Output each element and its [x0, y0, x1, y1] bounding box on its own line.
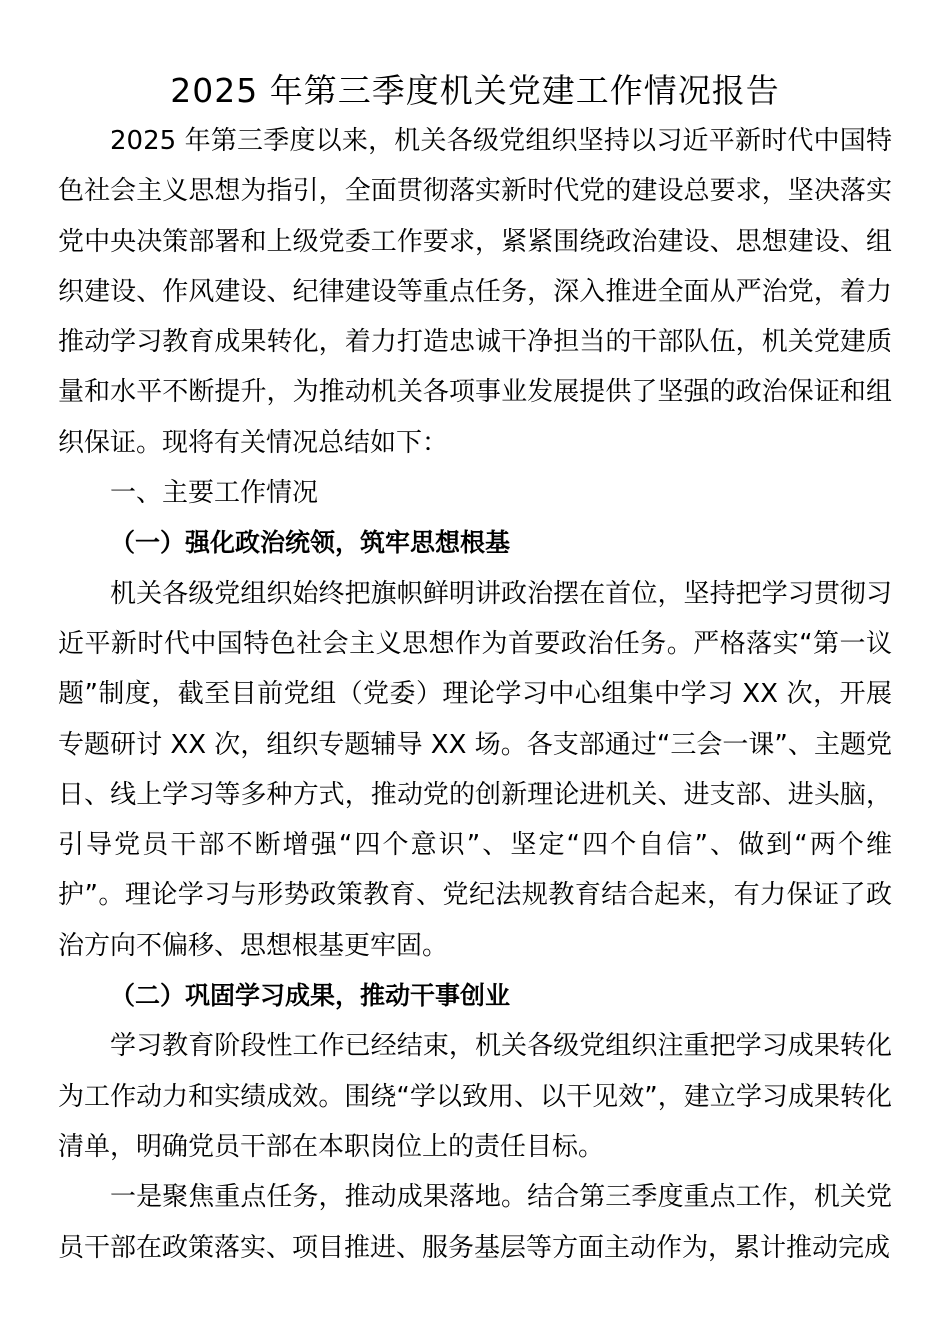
section-heading-main-work: 一、主要工作情况 — [110, 478, 319, 509]
subsection-heading-learning: （二）巩固学习成果，推动干事创业 — [110, 981, 511, 1011]
subsection-paragraph-learning: 学习教育阶段性工作已经结束，机关各级党组织注重把学习成果转化为工作动力和实绩成效。围绕“学以致用、以干见效”，建立学习成果转化清单，明确党员干部在本职岗位上的责任目标。 — [58, 1031, 892, 1162]
intro-paragraph: 2025 年第三季度以来，机关各级党组织坚持以习近平新时代中国特色社会主义思想为指引，全面贯彻落实新时代党的建设总要求，坚决落实党中央决策部署和上级党委工作要求，紧紧围绕政治建设、思想建设、组织建设、作风建设、纪律建设等重点任务，深入推进全面从严治党，着力推动学习教育成果转化，着力打造忠诚干净担当的干部队伍，机关党建质量和水平不断提升，为推动机关各项事业发展提供了坚强的政治保证和组织保证。现将有关情况总结如下： — [58, 126, 892, 458]
document-title: 2025 年第三季度机关党建工作情况报告 — [170, 71, 780, 110]
subsection-paragraph-tasks: 一是聚焦重点任务，推动成果落地。结合第三季度重点工作，机关党员干部在政策落实、项目推进、服务基层等方面主动作为，累计推动完成 — [58, 1182, 892, 1263]
subsection-heading-political: （一）强化政治统领，筑牢思想根基 — [110, 528, 511, 558]
subsection-paragraph-political: 机关各级党组织始终把旗帜鲜明讲政治摆在首位，坚持把学习贯彻习近平新时代中国特色社会主义思想作为首要政治任务。严格落实“第一议题”制度，截至目前党组（党委）理论学习中心组集中学习 XX 次，开展专题研讨 XX 次，组织专题辅导 XX 场。各支部通过“三会一课”、主题党日、线上学习等多种方式，推动党的创新理论进机关、进支部、进头脑，引导党员干部不断增强“四个意识”、坚定“四个自信”、做到“两个维护”。理论学习与形势政策教育、党纪法规教育结合起来，有力保证了政治方向不偏移、思想根基更牢固。 — [58, 578, 892, 961]
